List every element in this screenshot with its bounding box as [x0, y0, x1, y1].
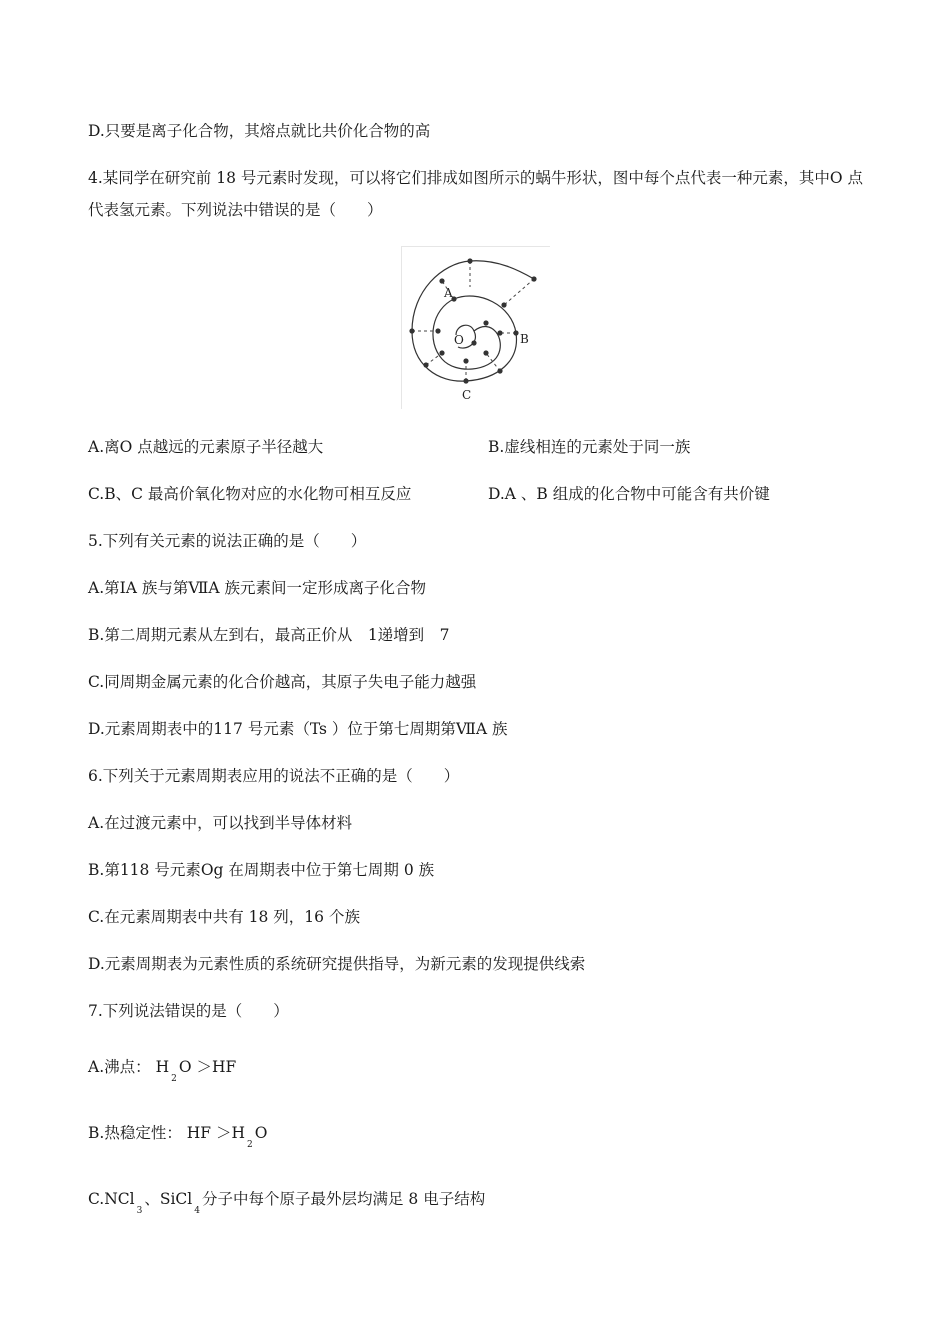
- label-c: C: [462, 388, 472, 402]
- q7-option-b: [88, 1122, 267, 1156]
- q7-c-sub1: 3: [136, 1206, 143, 1216]
- element-dot: [497, 368, 502, 373]
- q6-stem: 6.下列关于元素周期表应用的说法不正确的是（ ）: [88, 767, 460, 785]
- q4-stem: 4.某同学在研究前 18 号元素时发现，可以将它们排成如图所示的蜗牛形状，图中每个点代表一种元素，其中O 点代表氢元素。下列说法中错误的是（ ）: [88, 169, 864, 219]
- q5-stem: 5.下列有关元素的说法正确的是（ ）: [88, 532, 367, 550]
- q7-a-prefix: A.沸点：: [88, 1058, 151, 1076]
- element-dot: [501, 302, 506, 307]
- q5-option-c: C.同周期金属元素的化合价越高，其原子失电子能力越强: [88, 673, 477, 691]
- element-dot: [483, 350, 488, 355]
- q7-b-sub: 2: [246, 1140, 253, 1150]
- q7-c-mid: 、SiCl: [144, 1190, 193, 1208]
- q5-option-a: A.第ⅠA 族与第ⅦA 族元素间一定形成离子化合物: [88, 579, 426, 597]
- element-dot: [435, 328, 440, 333]
- q4-option-a: A.离O 点越远的元素原子半径越大: [88, 438, 324, 456]
- q6-option-b: B.第118 号元素Og 在周期表中位于第七周期 0 族: [88, 861, 435, 879]
- q7-a-sub: 2: [171, 1074, 177, 1084]
- q4-option-b: B.虚线相连的元素处于同一族: [488, 438, 691, 456]
- q7-stem: 7.下列说法错误的是（ ）: [88, 1002, 289, 1020]
- q4-option-c: C.B、C 最高价氧化物对应的水化物可相互反应: [88, 485, 412, 503]
- q5-option-b: B.第二周期元素从左到右，最高正价从 1递增到 7: [88, 626, 450, 644]
- q3-option-d: D.只要是离子化合物，其熔点就比共价化合物的高: [88, 122, 431, 140]
- snail-periodic-diagram: [401, 246, 550, 409]
- element-dot: [439, 350, 444, 355]
- q7-c-sub2: 4: [194, 1206, 200, 1216]
- label-a: A: [444, 286, 453, 300]
- q7-a-o: O: [178, 1058, 192, 1076]
- element-dot: [531, 276, 536, 281]
- element-dot: [463, 358, 468, 363]
- q7-c-rest: 分子中每个原子最外层均满足 8 电子结构: [202, 1190, 486, 1208]
- element-dot: [409, 328, 414, 333]
- element-dot: [467, 258, 472, 263]
- q6-option-c: C.在元素周期表中共有 18 列，16 个族: [88, 908, 360, 926]
- q5-option-d: D.元素周期表中的117 号元素（Ts ）位于第七周期第ⅦA 族: [88, 720, 508, 738]
- element-dot: [471, 340, 476, 345]
- element-dot: [463, 378, 468, 383]
- label-o: O: [454, 333, 464, 347]
- element-dot: [497, 330, 502, 335]
- element-dot: [439, 278, 444, 283]
- q7-option-a: [88, 1056, 236, 1090]
- element-dot: [513, 330, 518, 335]
- spiral-curve: [412, 261, 534, 381]
- q7-b-hf: HF ＞H: [186, 1124, 245, 1142]
- element-dot: [423, 362, 428, 367]
- q6-option-d: D.元素周期表为元素性质的系统研究提供指导，为新元素的发现提供线索: [88, 955, 586, 973]
- q7-b-o: O: [254, 1124, 268, 1142]
- q7-option-c: [88, 1188, 485, 1222]
- q7-b-prefix: B.热稳定性：: [88, 1124, 182, 1142]
- q7-a-rest: ＞HF: [196, 1058, 237, 1076]
- q7-c-prefix: C.NCl: [88, 1190, 135, 1208]
- q6-option-a: A.在过渡元素中，可以找到半导体材料: [88, 814, 353, 832]
- element-dot: [483, 320, 488, 325]
- q7-a-h: H: [155, 1058, 170, 1076]
- label-b: B: [520, 332, 529, 346]
- q4-option-d: D.A 、B 组成的化合物中可能含有共价键: [488, 485, 770, 503]
